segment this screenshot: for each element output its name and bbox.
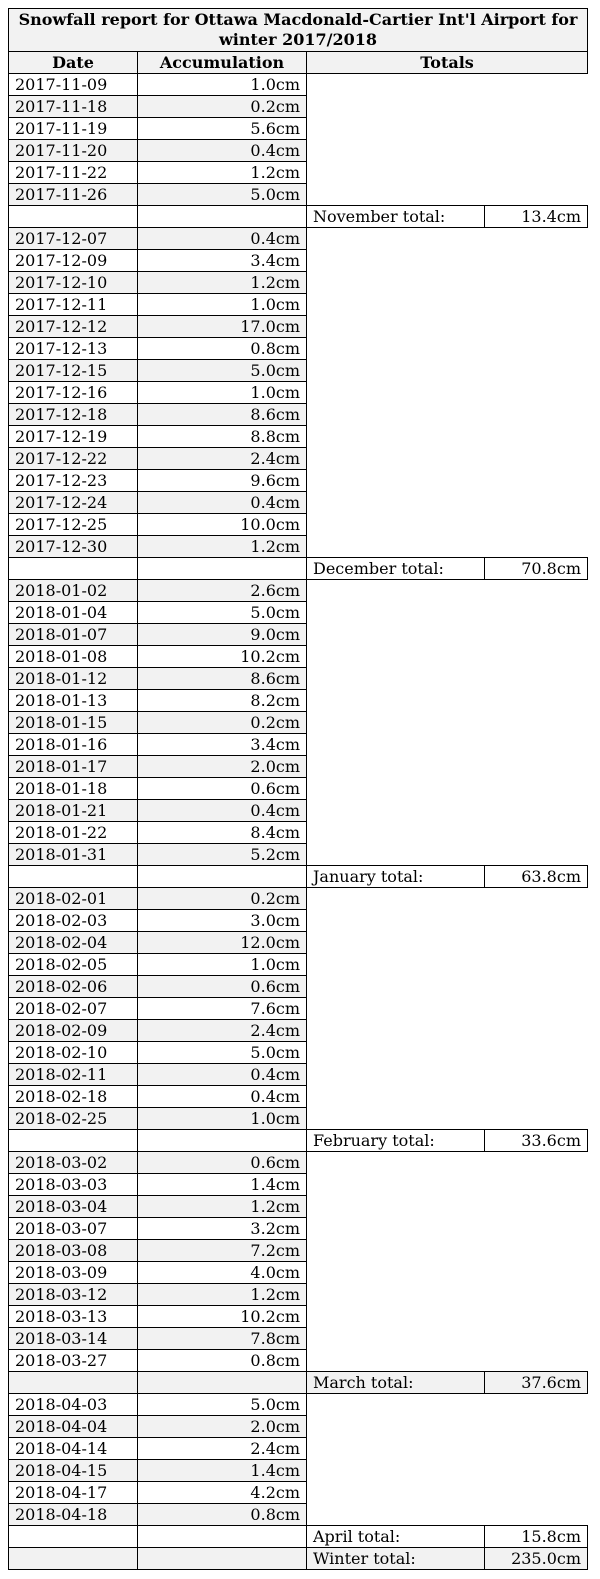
date-cell: 2017-12-11 — [9, 294, 138, 316]
date-cell: 2018-04-15 — [9, 1460, 138, 1482]
empty-totals-cell — [307, 1438, 588, 1460]
empty-totals-cell — [307, 140, 588, 162]
date-cell: 2017-12-24 — [9, 492, 138, 514]
table-row — [9, 448, 588, 470]
date-cell: 2018-01-31 — [9, 844, 138, 866]
total-row — [9, 558, 588, 580]
empty-totals-cell — [307, 1064, 588, 1086]
accumulation-cell: 0.6cm — [138, 976, 307, 998]
accumulation-cell: 2.4cm — [138, 1438, 307, 1460]
accumulation-cell: 5.6cm — [138, 118, 307, 140]
table-row — [9, 734, 588, 756]
totals-column-header: Totals — [307, 52, 588, 74]
empty-date-cell — [9, 206, 138, 228]
accumulation-cell: 1.0cm — [138, 1108, 307, 1130]
table-row — [9, 646, 588, 668]
date-cell: 2018-02-06 — [9, 976, 138, 998]
date-cell: 2018-01-02 — [9, 580, 138, 602]
empty-accumulation-cell — [138, 558, 307, 580]
snowfall-report-table — [8, 8, 588, 1570]
date-cell: 2018-03-02 — [9, 1152, 138, 1174]
total-label: December total: — [307, 558, 485, 580]
date-cell: 2018-01-18 — [9, 778, 138, 800]
date-cell: 2018-03-08 — [9, 1240, 138, 1262]
date-cell: 2018-01-13 — [9, 690, 138, 712]
accumulation-cell: 0.8cm — [138, 1350, 307, 1372]
date-cell: 2018-03-04 — [9, 1196, 138, 1218]
date-cell: 2018-01-12 — [9, 668, 138, 690]
date-cell: 2018-02-04 — [9, 932, 138, 954]
accumulation-cell: 2.4cm — [138, 448, 307, 470]
empty-totals-cell — [307, 536, 588, 558]
table-row — [9, 294, 588, 316]
empty-totals-cell — [307, 1416, 588, 1438]
date-cell: 2017-11-18 — [9, 96, 138, 118]
empty-totals-cell — [307, 932, 588, 954]
table-row — [9, 1152, 588, 1174]
empty-totals-cell — [307, 448, 588, 470]
empty-accumulation-cell — [138, 866, 307, 888]
date-cell: 2017-12-15 — [9, 360, 138, 382]
empty-totals-cell — [307, 492, 588, 514]
empty-accumulation-cell — [138, 206, 307, 228]
empty-totals-cell — [307, 514, 588, 536]
accumulation-cell: 0.8cm — [138, 338, 307, 360]
empty-totals-cell — [307, 1042, 588, 1064]
table-row — [9, 756, 588, 778]
total-row — [9, 866, 588, 888]
table-row — [9, 426, 588, 448]
empty-totals-cell — [307, 1218, 588, 1240]
total-label: April total: — [307, 1526, 485, 1548]
table-row — [9, 162, 588, 184]
accumulation-cell: 3.4cm — [138, 734, 307, 756]
date-cell: 2017-12-16 — [9, 382, 138, 404]
accumulation-cell: 1.0cm — [138, 294, 307, 316]
empty-totals-cell — [307, 1394, 588, 1416]
table-row — [9, 822, 588, 844]
table-row — [9, 888, 588, 910]
accumulation-cell: 0.2cm — [138, 712, 307, 734]
table-row — [9, 1394, 588, 1416]
table-row — [9, 1306, 588, 1328]
total-label: Winter total: — [307, 1548, 485, 1570]
total-label: November total: — [307, 206, 485, 228]
empty-date-cell — [9, 1130, 138, 1152]
accumulation-cell: 3.4cm — [138, 250, 307, 272]
accumulation-cell: 1.0cm — [138, 382, 307, 404]
table-row — [9, 1086, 588, 1108]
accumulation-cell: 0.6cm — [138, 778, 307, 800]
accumulation-cell: 0.4cm — [138, 140, 307, 162]
table-row — [9, 1284, 588, 1306]
table-row — [9, 624, 588, 646]
table-row — [9, 1064, 588, 1086]
date-cell: 2018-02-09 — [9, 1020, 138, 1042]
empty-accumulation-cell — [138, 1548, 307, 1570]
empty-accumulation-cell — [138, 1372, 307, 1394]
empty-totals-cell — [307, 712, 588, 734]
accumulation-cell: 0.8cm — [138, 1504, 307, 1526]
date-cell: 2017-12-23 — [9, 470, 138, 492]
empty-totals-cell — [307, 954, 588, 976]
accumulation-cell: 1.4cm — [138, 1460, 307, 1482]
date-cell: 2017-11-09 — [9, 74, 138, 96]
date-cell: 2018-02-01 — [9, 888, 138, 910]
empty-totals-cell — [307, 756, 588, 778]
empty-totals-cell — [307, 1460, 588, 1482]
empty-accumulation-cell — [138, 1130, 307, 1152]
table-row — [9, 1438, 588, 1460]
empty-totals-cell — [307, 1350, 588, 1372]
accumulation-cell: 2.6cm — [138, 580, 307, 602]
table-row — [9, 228, 588, 250]
table-row — [9, 800, 588, 822]
accumulation-cell: 4.2cm — [138, 1482, 307, 1504]
empty-accumulation-cell — [138, 1526, 307, 1548]
empty-totals-cell — [307, 1240, 588, 1262]
date-cell: 2018-03-12 — [9, 1284, 138, 1306]
empty-date-cell — [9, 558, 138, 580]
empty-totals-cell — [307, 602, 588, 624]
accumulation-cell: 1.4cm — [138, 1174, 307, 1196]
empty-totals-cell — [307, 1152, 588, 1174]
empty-totals-cell — [307, 668, 588, 690]
empty-totals-cell — [307, 888, 588, 910]
date-cell: 2018-02-05 — [9, 954, 138, 976]
total-value: 15.8cm — [485, 1526, 588, 1548]
accumulation-cell: 5.0cm — [138, 184, 307, 206]
date-cell: 2017-12-10 — [9, 272, 138, 294]
empty-totals-cell — [307, 822, 588, 844]
empty-totals-cell — [307, 118, 588, 140]
accumulation-cell: 8.6cm — [138, 668, 307, 690]
table-row — [9, 338, 588, 360]
accumulation-cell: 4.0cm — [138, 1262, 307, 1284]
table-row — [9, 1328, 588, 1350]
date-cell: 2017-12-22 — [9, 448, 138, 470]
accumulation-cell: 1.2cm — [138, 1196, 307, 1218]
date-column-header: Date — [9, 52, 138, 74]
total-label: January total: — [307, 866, 485, 888]
accumulation-cell: 12.0cm — [138, 932, 307, 954]
accumulation-cell: 5.0cm — [138, 1394, 307, 1416]
accumulation-cell: 10.0cm — [138, 514, 307, 536]
empty-totals-cell — [307, 1284, 588, 1306]
date-cell: 2018-03-09 — [9, 1262, 138, 1284]
table-row — [9, 690, 588, 712]
table-row — [9, 954, 588, 976]
accumulation-cell: 5.0cm — [138, 1042, 307, 1064]
empty-totals-cell — [307, 690, 588, 712]
table-row — [9, 492, 588, 514]
total-label: February total: — [307, 1130, 485, 1152]
empty-totals-cell — [307, 294, 588, 316]
accumulation-cell: 0.2cm — [138, 96, 307, 118]
empty-totals-cell — [307, 1482, 588, 1504]
table-row — [9, 470, 588, 492]
total-value: 33.6cm — [485, 1130, 588, 1152]
accumulation-cell: 10.2cm — [138, 646, 307, 668]
empty-date-cell — [9, 1372, 138, 1394]
date-cell: 2018-01-15 — [9, 712, 138, 734]
accumulation-cell: 10.2cm — [138, 1306, 307, 1328]
date-cell: 2018-03-14 — [9, 1328, 138, 1350]
empty-totals-cell — [307, 800, 588, 822]
empty-totals-cell — [307, 778, 588, 800]
empty-totals-cell — [307, 316, 588, 338]
table-row — [9, 1460, 588, 1482]
date-cell: 2018-02-07 — [9, 998, 138, 1020]
empty-totals-cell — [307, 1196, 588, 1218]
accumulation-cell: 0.4cm — [138, 1064, 307, 1086]
empty-date-cell — [9, 1526, 138, 1548]
date-cell: 2018-04-03 — [9, 1394, 138, 1416]
date-cell: 2017-12-07 — [9, 228, 138, 250]
table-row — [9, 1218, 588, 1240]
accumulation-cell: 5.0cm — [138, 602, 307, 624]
empty-totals-cell — [307, 272, 588, 294]
table-row — [9, 1042, 588, 1064]
empty-totals-cell — [307, 470, 588, 492]
date-cell: 2017-11-19 — [9, 118, 138, 140]
total-label: March total: — [307, 1372, 485, 1394]
table-row — [9, 1262, 588, 1284]
date-cell: 2017-12-13 — [9, 338, 138, 360]
table-row — [9, 602, 588, 624]
report-title: Snowfall report for Ottawa Macdonald-Cartier Int'l Airport for winter 2017/2018 — [8, 8, 588, 51]
empty-totals-cell — [307, 360, 588, 382]
accumulation-cell: 2.4cm — [138, 1020, 307, 1042]
table-row — [9, 1240, 588, 1262]
empty-totals-cell — [307, 976, 588, 998]
date-cell: 2017-12-30 — [9, 536, 138, 558]
date-cell: 2018-01-16 — [9, 734, 138, 756]
table-row — [9, 778, 588, 800]
total-value: 37.6cm — [485, 1372, 588, 1394]
date-cell: 2018-01-22 — [9, 822, 138, 844]
empty-totals-cell — [307, 338, 588, 360]
accumulation-cell: 1.0cm — [138, 954, 307, 976]
date-cell: 2017-11-22 — [9, 162, 138, 184]
date-cell: 2017-12-19 — [9, 426, 138, 448]
accumulation-cell: 0.6cm — [138, 1152, 307, 1174]
empty-totals-cell — [307, 1504, 588, 1526]
accumulation-column-header: Accumulation — [138, 52, 307, 74]
table-row — [9, 404, 588, 426]
accumulation-cell: 0.4cm — [138, 492, 307, 514]
table-row — [9, 118, 588, 140]
empty-totals-cell — [307, 580, 588, 602]
date-cell: 2018-02-11 — [9, 1064, 138, 1086]
date-cell: 2018-01-04 — [9, 602, 138, 624]
total-row — [9, 1548, 588, 1570]
empty-totals-cell — [307, 998, 588, 1020]
empty-totals-cell — [307, 184, 588, 206]
table-row — [9, 1174, 588, 1196]
accumulation-cell: 1.2cm — [138, 162, 307, 184]
date-cell: 2018-02-03 — [9, 910, 138, 932]
empty-date-cell — [9, 1548, 138, 1570]
empty-totals-cell — [307, 910, 588, 932]
total-value: 13.4cm — [485, 206, 588, 228]
empty-totals-cell — [307, 382, 588, 404]
table-row — [9, 74, 588, 96]
empty-totals-cell — [307, 1306, 588, 1328]
table-row — [9, 932, 588, 954]
empty-totals-cell — [307, 624, 588, 646]
empty-totals-cell — [307, 1020, 588, 1042]
empty-totals-cell — [307, 404, 588, 426]
accumulation-cell: 0.2cm — [138, 888, 307, 910]
empty-totals-cell — [307, 162, 588, 184]
date-cell: 2017-12-09 — [9, 250, 138, 272]
empty-totals-cell — [307, 1086, 588, 1108]
date-cell: 2017-11-20 — [9, 140, 138, 162]
date-cell: 2018-04-14 — [9, 1438, 138, 1460]
accumulation-cell: 7.8cm — [138, 1328, 307, 1350]
date-cell: 2018-01-07 — [9, 624, 138, 646]
empty-totals-cell — [307, 734, 588, 756]
table-row — [9, 184, 588, 206]
empty-totals-cell — [307, 1328, 588, 1350]
empty-totals-cell — [307, 1174, 588, 1196]
empty-totals-cell — [307, 426, 588, 448]
accumulation-cell: 7.2cm — [138, 1240, 307, 1262]
date-cell: 2018-02-18 — [9, 1086, 138, 1108]
empty-totals-cell — [307, 74, 588, 96]
empty-totals-cell — [307, 1108, 588, 1130]
empty-totals-cell — [307, 250, 588, 272]
accumulation-cell: 3.2cm — [138, 1218, 307, 1240]
date-cell: 2018-03-03 — [9, 1174, 138, 1196]
table-row — [9, 1504, 588, 1526]
table-row — [9, 668, 588, 690]
accumulation-cell: 1.2cm — [138, 1284, 307, 1306]
accumulation-cell: 8.6cm — [138, 404, 307, 426]
date-cell: 2017-12-12 — [9, 316, 138, 338]
table-row — [9, 1350, 588, 1372]
table-row — [9, 250, 588, 272]
table-row — [9, 140, 588, 162]
date-cell: 2017-12-18 — [9, 404, 138, 426]
table-row — [9, 998, 588, 1020]
table-row — [9, 1196, 588, 1218]
accumulation-cell: 9.6cm — [138, 470, 307, 492]
empty-totals-cell — [307, 228, 588, 250]
empty-totals-cell — [307, 844, 588, 866]
accumulation-cell: 2.0cm — [138, 756, 307, 778]
table-row — [9, 316, 588, 338]
table-row — [9, 1416, 588, 1438]
date-cell: 2018-01-21 — [9, 800, 138, 822]
accumulation-cell: 1.2cm — [138, 536, 307, 558]
date-cell: 2018-03-27 — [9, 1350, 138, 1372]
date-cell: 2017-12-25 — [9, 514, 138, 536]
empty-totals-cell — [307, 1262, 588, 1284]
table-row — [9, 1020, 588, 1042]
empty-totals-cell — [307, 96, 588, 118]
table-row — [9, 844, 588, 866]
accumulation-cell: 17.0cm — [138, 316, 307, 338]
table-row — [9, 272, 588, 294]
table-row — [9, 1108, 588, 1130]
date-cell: 2018-02-25 — [9, 1108, 138, 1130]
accumulation-cell: 1.0cm — [138, 74, 307, 96]
total-row — [9, 1372, 588, 1394]
accumulation-cell: 9.0cm — [138, 624, 307, 646]
table-row — [9, 96, 588, 118]
date-cell: 2018-03-13 — [9, 1306, 138, 1328]
date-cell: 2018-04-17 — [9, 1482, 138, 1504]
date-cell: 2018-01-17 — [9, 756, 138, 778]
total-row — [9, 206, 588, 228]
accumulation-cell: 8.2cm — [138, 690, 307, 712]
accumulation-cell: 0.4cm — [138, 228, 307, 250]
table-row — [9, 712, 588, 734]
date-cell: 2018-04-04 — [9, 1416, 138, 1438]
total-row — [9, 1526, 588, 1548]
total-value: 63.8cm — [485, 866, 588, 888]
accumulation-cell: 5.2cm — [138, 844, 307, 866]
date-cell: 2018-02-10 — [9, 1042, 138, 1064]
total-row — [9, 1130, 588, 1152]
table-row — [9, 514, 588, 536]
accumulation-cell: 8.8cm — [138, 426, 307, 448]
accumulation-cell: 0.4cm — [138, 800, 307, 822]
accumulation-cell: 3.0cm — [138, 910, 307, 932]
header-row — [9, 52, 588, 74]
table-row — [9, 910, 588, 932]
table-row — [9, 536, 588, 558]
total-value: 235.0cm — [485, 1548, 588, 1570]
accumulation-cell: 7.6cm — [138, 998, 307, 1020]
table-row — [9, 360, 588, 382]
date-cell: 2018-01-08 — [9, 646, 138, 668]
table-row — [9, 976, 588, 998]
empty-totals-cell — [307, 646, 588, 668]
accumulation-cell: 2.0cm — [138, 1416, 307, 1438]
date-cell: 2017-11-26 — [9, 184, 138, 206]
accumulation-cell: 0.4cm — [138, 1086, 307, 1108]
empty-date-cell — [9, 866, 138, 888]
table-row — [9, 1482, 588, 1504]
date-cell: 2018-03-07 — [9, 1218, 138, 1240]
accumulation-cell: 1.2cm — [138, 272, 307, 294]
total-value: 70.8cm — [485, 558, 588, 580]
table-row — [9, 382, 588, 404]
report-body — [9, 74, 588, 1570]
table-row — [9, 580, 588, 602]
accumulation-cell: 5.0cm — [138, 360, 307, 382]
accumulation-cell: 8.4cm — [138, 822, 307, 844]
date-cell: 2018-04-18 — [9, 1504, 138, 1526]
